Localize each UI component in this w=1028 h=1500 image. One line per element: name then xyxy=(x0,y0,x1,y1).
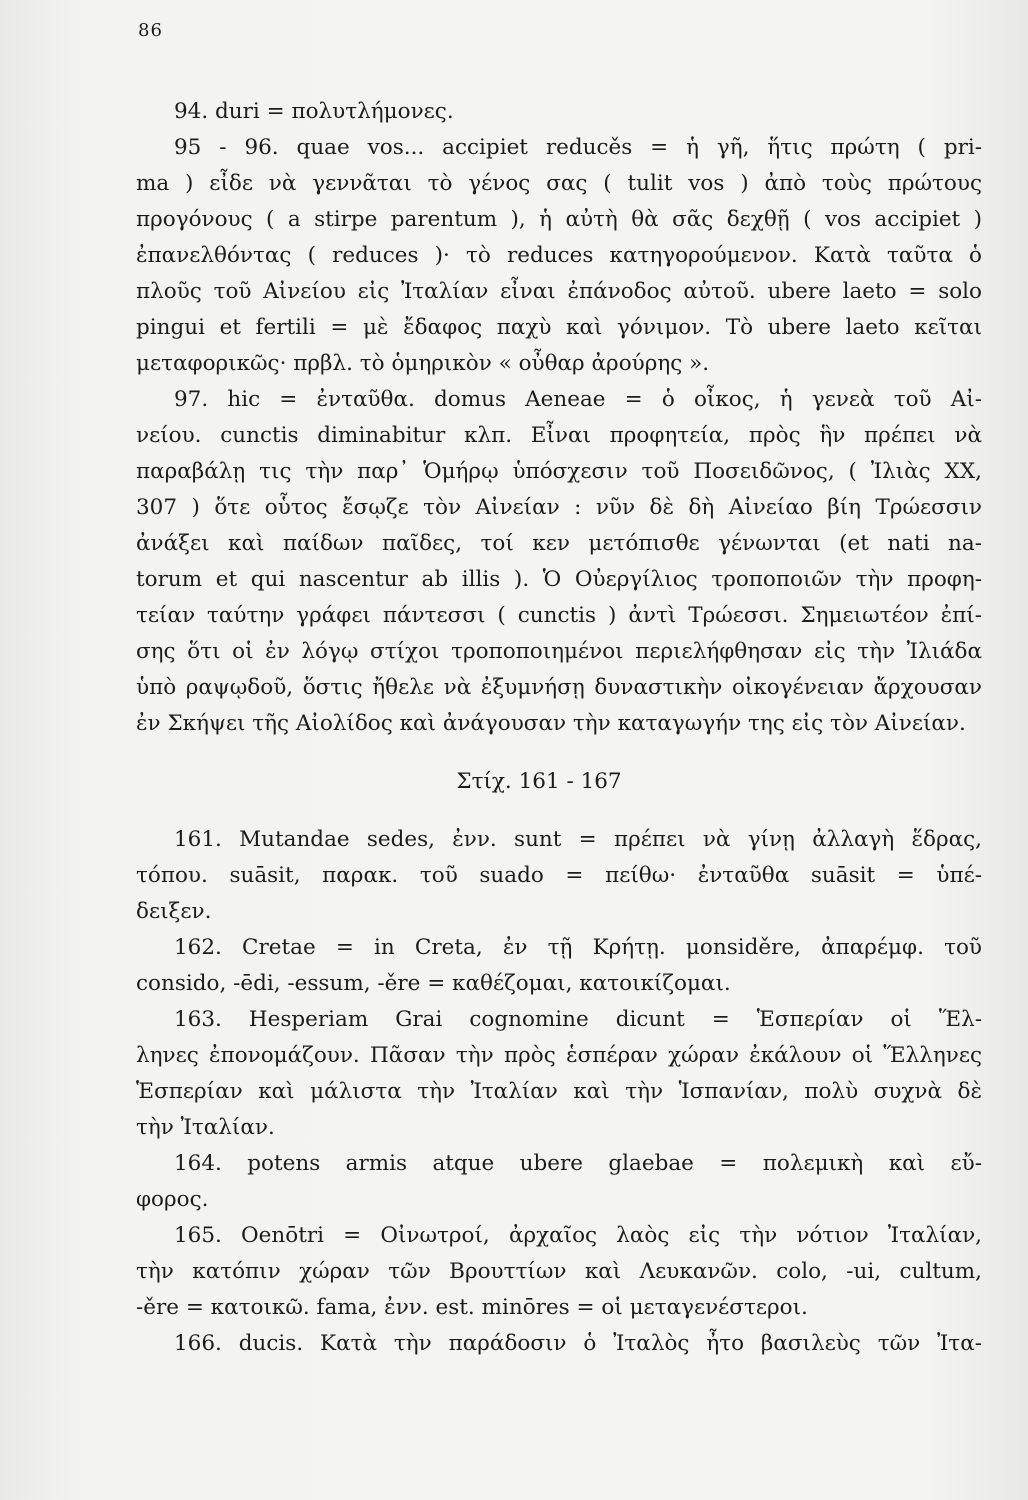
text-line: πλοῦς τοῦ Αἰνείου εἰς Ἰταλίαν εἶναι ἐπάνοδος αὐτοῦ. ubere laeto = solo xyxy=(136,279,982,304)
text-line: μεταφορικῶς· πρβλ. τὸ ὁμηρικὸν « οὖθαρ ἀρούρης ». xyxy=(136,351,710,376)
text-line: 166. ducis. Κατὰ τὴν παράδοσιν ὁ Ἰταλὸς ἦτο βασιλεὺς τῶν Ἰτα- xyxy=(174,1331,982,1356)
text-line: ληνες ἐπονομάζουν. Πᾶσαν τὴν πρὸς ἑσπέραν χώραν ἐκάλουν οἱ Ἕλληνες xyxy=(136,1043,982,1068)
text-line: consido, -ēdi, -essum, -ěre = καθέζομαι, κατοικίζομαι. xyxy=(136,971,731,996)
text-line: 162. Cretae = in Creta, ἐν τῇ Κρήτῃ. μonsiděre, ἀπαρέμφ. τοῦ xyxy=(174,935,982,960)
commentary-section-before xyxy=(136,94,982,742)
text-line: ἀνάξει καὶ παίδων παῖδες, τοί κεν μετόπισθε γένωνται (et nati na- xyxy=(136,531,982,556)
text-line: τείαν ταύτην γράφει πάντεσσι ( cunctis ) ἀντὶ Τρώεσσι. Σημειωτέον ἐπί- xyxy=(136,603,982,628)
commentary-section-after xyxy=(136,822,982,1362)
text-line: ἐπανελθόντας ( reduces )· τὸ reduces κατηγορούμενον. Κατὰ ταῦτα ὁ xyxy=(136,243,982,268)
text-line: τὴν κατόπιν χώραν τῶν Βρουττίων καὶ Λευκανῶν. colo, -ui, cultum, xyxy=(136,1259,982,1284)
text-line: φορος. xyxy=(136,1187,209,1212)
text-line: pingui et fertili = μὲ ἔδαφος παχὺ καὶ γόνιμον. Τὸ ubere laeto κεῖται xyxy=(136,315,982,340)
text-line: ὑπὸ ραψῳδοῦ, ὅστις ἤθελε νὰ ἐξυμνήσῃ δυναστικὴν οἰκογένειαν ἄρχουσαν xyxy=(136,675,982,700)
text-line: 95 - 96. quae vos... accipiet reducěs = ἡ γῆ, ἥτις πρώτη ( pri- xyxy=(174,135,982,160)
page-number: 86 xyxy=(138,20,163,41)
text-line: νείου. cunctis diminabitur κλπ. Εἶναι προφητεία, πρὸς ἣν πρέπει νὰ xyxy=(136,423,982,448)
text-line: δειξεν. xyxy=(136,899,212,924)
text-line: τόπου. suāsit, παρακ. τοῦ suado = πείθω· ἐνταῦθα suāsit = ὑπέ- xyxy=(136,863,982,888)
text-line: σης ὅτι οἱ ἐν λόγῳ στίχοι τροποποιημένοι περιελήφθησαν εἰς τὴν Ἰλιάδα xyxy=(136,639,982,664)
text-line: 163. Hesperiam Grai cognomine dicunt = Ἑσπερίαν οἱ Ἕλ- xyxy=(174,1007,982,1032)
text-line: -ěre = κατοικῶ. fama, ἐνν. est. minōres = οἱ μεταγενέστεροι. xyxy=(136,1295,808,1320)
text-line: 161. Mutandae sedes, ἐνν. sunt = πρέπει νὰ γίνῃ ἀλλαγὴ ἕδρας, xyxy=(174,827,982,852)
section-heading: Στίχ. 161 - 167 xyxy=(456,769,622,794)
text-line: 165. Oenōtri = Οἰνωτροί, ἀρχαῖος λαὸς εἰς τὴν νότιον Ἰταλίαν, xyxy=(174,1223,982,1248)
text-line: 97. hic = ἐνταῦθα. domus Aeneae = ὁ οἶκος, ἡ γενεὰ τοῦ Αἰ- xyxy=(174,387,982,412)
text-line: Ἑσπερίαν καὶ μάλιστα τὴν Ἰταλίαν καὶ τὴν Ἱσπανίαν, πολὺ συχνὰ δὲ xyxy=(136,1079,982,1104)
text-line: torum et qui nascentur ab illis ). Ὁ Οὐεργίλιος τροποποιῶν τὴν προφη- xyxy=(136,567,982,592)
text-line: ἐν Σκήψει τῆς Αἰολίδος καὶ ἀνάγουσαν τὴν καταγωγήν της εἰς τὸν Αἰνείαν. xyxy=(136,711,966,736)
text-line: 94. duri = πολυτλήμονες. xyxy=(174,99,454,124)
text-line: προγόνους ( a stirpe parentum ), ἡ αὐτὴ θὰ σᾶς δεχθῇ ( vos accipiet ) xyxy=(136,207,982,232)
text-line: τὴν Ἰταλίαν. xyxy=(136,1115,275,1140)
text-line: ma ) εἶδε νὰ γεννᾶται τὸ γένος σας ( tulit vos ) ἀπὸ τοὺς πρώτους xyxy=(136,171,982,196)
text-line: 307 ) ὅτε οὗτος ἔσῳζε τὸν Αἰνείαν : νῦν δὲ δὴ Αἰνείαο βίη Τρώεσσιν xyxy=(136,495,982,520)
text-line: 164. potens armis atque ubere glaebae = πολεμικὴ καὶ εὔ- xyxy=(174,1151,982,1176)
commentary-text xyxy=(136,94,982,1362)
text-line: παραβάλῃ τις τὴν παρ᾽ Ὁμήρῳ ὑπόσχεσιν τοῦ Ποσειδῶνος, ( Ἰλιὰς XX, xyxy=(136,459,982,484)
